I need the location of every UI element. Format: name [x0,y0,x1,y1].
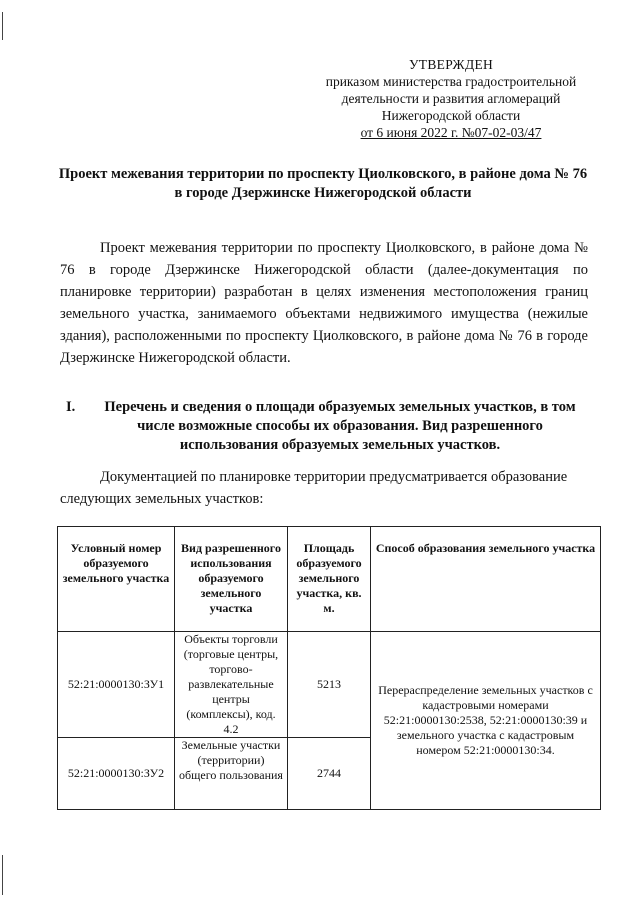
lead-paragraph: Документацией по планировке территории предусматривается образование следующих земельных участков: [60,469,568,507]
plot-number: 52:21:0000130:ЗУ1 [58,632,175,738]
scan-edge-mark [2,12,3,40]
document-title: Проект межевания территории по проспекту Циолковского, в районе дома № 76 в городе Дзержинске Нижегородской области [58,166,588,201]
table-header-row [58,527,601,632]
approval-heading: УТВЕРЖДЕН [408,57,494,72]
intro-paragraph: Проект межевания территории по проспекту Циолковского, в районе дома № 76 в городе Дзержинске Нижегородской области (далее-документация по планировке территории) разработан в целях изменения местоположения границ земельного участка, занимаемого объектами недвижимого имущества (нежилые здания), расположенными по проспекту Циолковского, в районе дома № 76 в городе Дзержинске Нижегородской области. [60,240,588,366]
header-use: Вид разрешенного использования образуемого земельного участка [175,527,288,632]
scan-edge-mark [2,855,3,895]
approval-line: приказом министерства градостроительной [325,74,577,89]
plot-number: 52:21:0000130:ЗУ2 [58,738,175,810]
land-plots-table [57,526,601,810]
header-number: Условный номер образуемого земельного участка [58,527,175,632]
header-method: Способ образования земельного участка [371,527,601,632]
table-row [58,632,601,738]
plot-method: Перераспределение земельных участков с кадастровыми номерами 52:21:0000130:2538, 52:21:0000130:39 и земельного участка с кадастровым номером 52:21:0000130:34. [371,632,601,810]
plot-area: 2744 [288,738,371,810]
header-area: Площадь образуемого земельного участка, кв. м. [288,527,371,632]
approval-date: от 6 июня 2022 г. №07-02-03/47 [360,125,542,140]
section-heading [66,398,588,455]
approval-line: деятельности и развития агломераций [341,91,561,106]
approval-stamp [320,56,582,141]
section-number: I. [66,399,76,415]
section-title: Перечень и сведения о площади образуемых земельных участков, в том числе возможные способы их образования. Вид разрешенного использования образуемых земельных участков. [104,399,576,453]
plot-area: 5213 [288,632,371,738]
plot-use: Объекты торговли (торговые центры, торгово-развлекательные центры (комплексы), код. 4.2 [175,632,288,738]
approval-line: Нижегородской области [381,108,521,123]
plot-use: Земельные участки (территории) общего пользования [175,738,288,810]
